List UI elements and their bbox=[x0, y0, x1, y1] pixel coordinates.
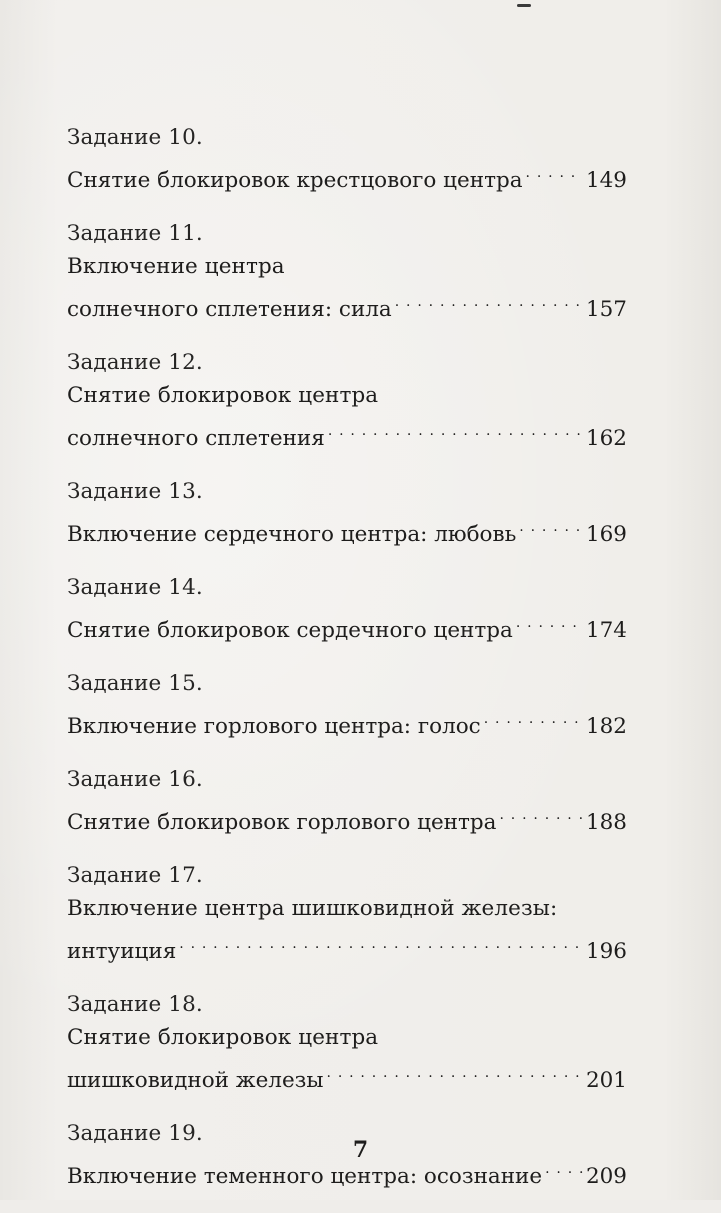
task-title: Включение сердечного центра: любовь bbox=[67, 522, 517, 547]
toc-line bbox=[67, 508, 627, 551]
task-title: солнечного сплетения: сила bbox=[67, 297, 392, 322]
task-title: солнечного сплетения bbox=[67, 426, 325, 451]
page-ref: 182 bbox=[585, 714, 627, 739]
task-title: Снятие блокировок крестцового центра bbox=[67, 168, 523, 193]
task-title: шишковидной железы bbox=[67, 1068, 324, 1093]
page-ref: 201 bbox=[585, 1068, 627, 1093]
toc-entry bbox=[67, 988, 627, 1097]
toc-line bbox=[67, 1054, 627, 1097]
table-of-contents bbox=[67, 121, 627, 1213]
page-ref: 149 bbox=[585, 168, 627, 193]
task-title-line: Включение центра шишковидной железы: bbox=[67, 896, 558, 921]
toc-line bbox=[67, 796, 627, 839]
dot-leader bbox=[519, 508, 583, 541]
page-ref: 188 bbox=[585, 810, 627, 835]
page-number: 7 bbox=[352, 1137, 369, 1163]
toc-line bbox=[67, 925, 627, 968]
toc-line bbox=[67, 604, 627, 647]
toc-entry bbox=[67, 571, 627, 647]
task-title-line: Снятие блокировок центра bbox=[67, 383, 379, 408]
dot-leader bbox=[500, 796, 583, 829]
dot-leader bbox=[516, 604, 583, 637]
page-ref: 174 bbox=[585, 618, 627, 643]
toc-entry bbox=[67, 121, 627, 197]
task-label: Задание 14. bbox=[67, 575, 203, 600]
task-label: Задание 18. bbox=[67, 992, 203, 1017]
dot-leader bbox=[526, 154, 583, 187]
task-label: Задание 15. bbox=[67, 671, 203, 696]
task-title-line: Включение центра bbox=[67, 254, 285, 279]
page-ref: 209 bbox=[585, 1164, 627, 1189]
task-label: Задание 17. bbox=[67, 863, 203, 888]
dot-leader bbox=[179, 925, 583, 958]
toc-line bbox=[67, 283, 627, 326]
task-label: Задание 12. bbox=[67, 350, 203, 375]
toc-entry bbox=[67, 667, 627, 743]
task-title: интуиция bbox=[67, 939, 177, 964]
toc-entry bbox=[67, 763, 627, 839]
task-label: Задание 13. bbox=[67, 479, 203, 504]
page-ref: 196 bbox=[585, 939, 627, 964]
page-ref: 162 bbox=[585, 426, 627, 451]
dot-leader bbox=[328, 412, 583, 445]
toc-entry bbox=[67, 475, 627, 551]
task-title-line: Снятие блокировок центра bbox=[67, 1025, 379, 1050]
page-ref: 169 bbox=[585, 522, 627, 547]
toc-line bbox=[67, 154, 627, 197]
print-mark bbox=[517, 4, 531, 7]
toc-entry bbox=[67, 217, 627, 326]
task-label: Задание 16. bbox=[67, 767, 203, 792]
dot-leader bbox=[395, 283, 583, 316]
task-title: Включение теменного центра: осознание bbox=[67, 1164, 543, 1189]
toc-entry bbox=[67, 346, 627, 455]
toc-entry bbox=[67, 859, 627, 968]
task-title: Снятие блокировок горлового центра bbox=[67, 810, 497, 835]
toc-line bbox=[67, 412, 627, 455]
task-label: Задание 10. bbox=[67, 125, 203, 150]
dot-leader bbox=[484, 700, 583, 733]
task-title: Снятие блокировок сердечного центра bbox=[67, 618, 513, 643]
task-label: Задание 11. bbox=[67, 221, 203, 246]
dot-leader bbox=[327, 1054, 583, 1087]
task-label: Задание 19. bbox=[67, 1121, 203, 1146]
task-title: Включение горлового центра: голос bbox=[67, 714, 481, 739]
toc-line bbox=[67, 700, 627, 743]
page-ref: 157 bbox=[585, 297, 627, 322]
